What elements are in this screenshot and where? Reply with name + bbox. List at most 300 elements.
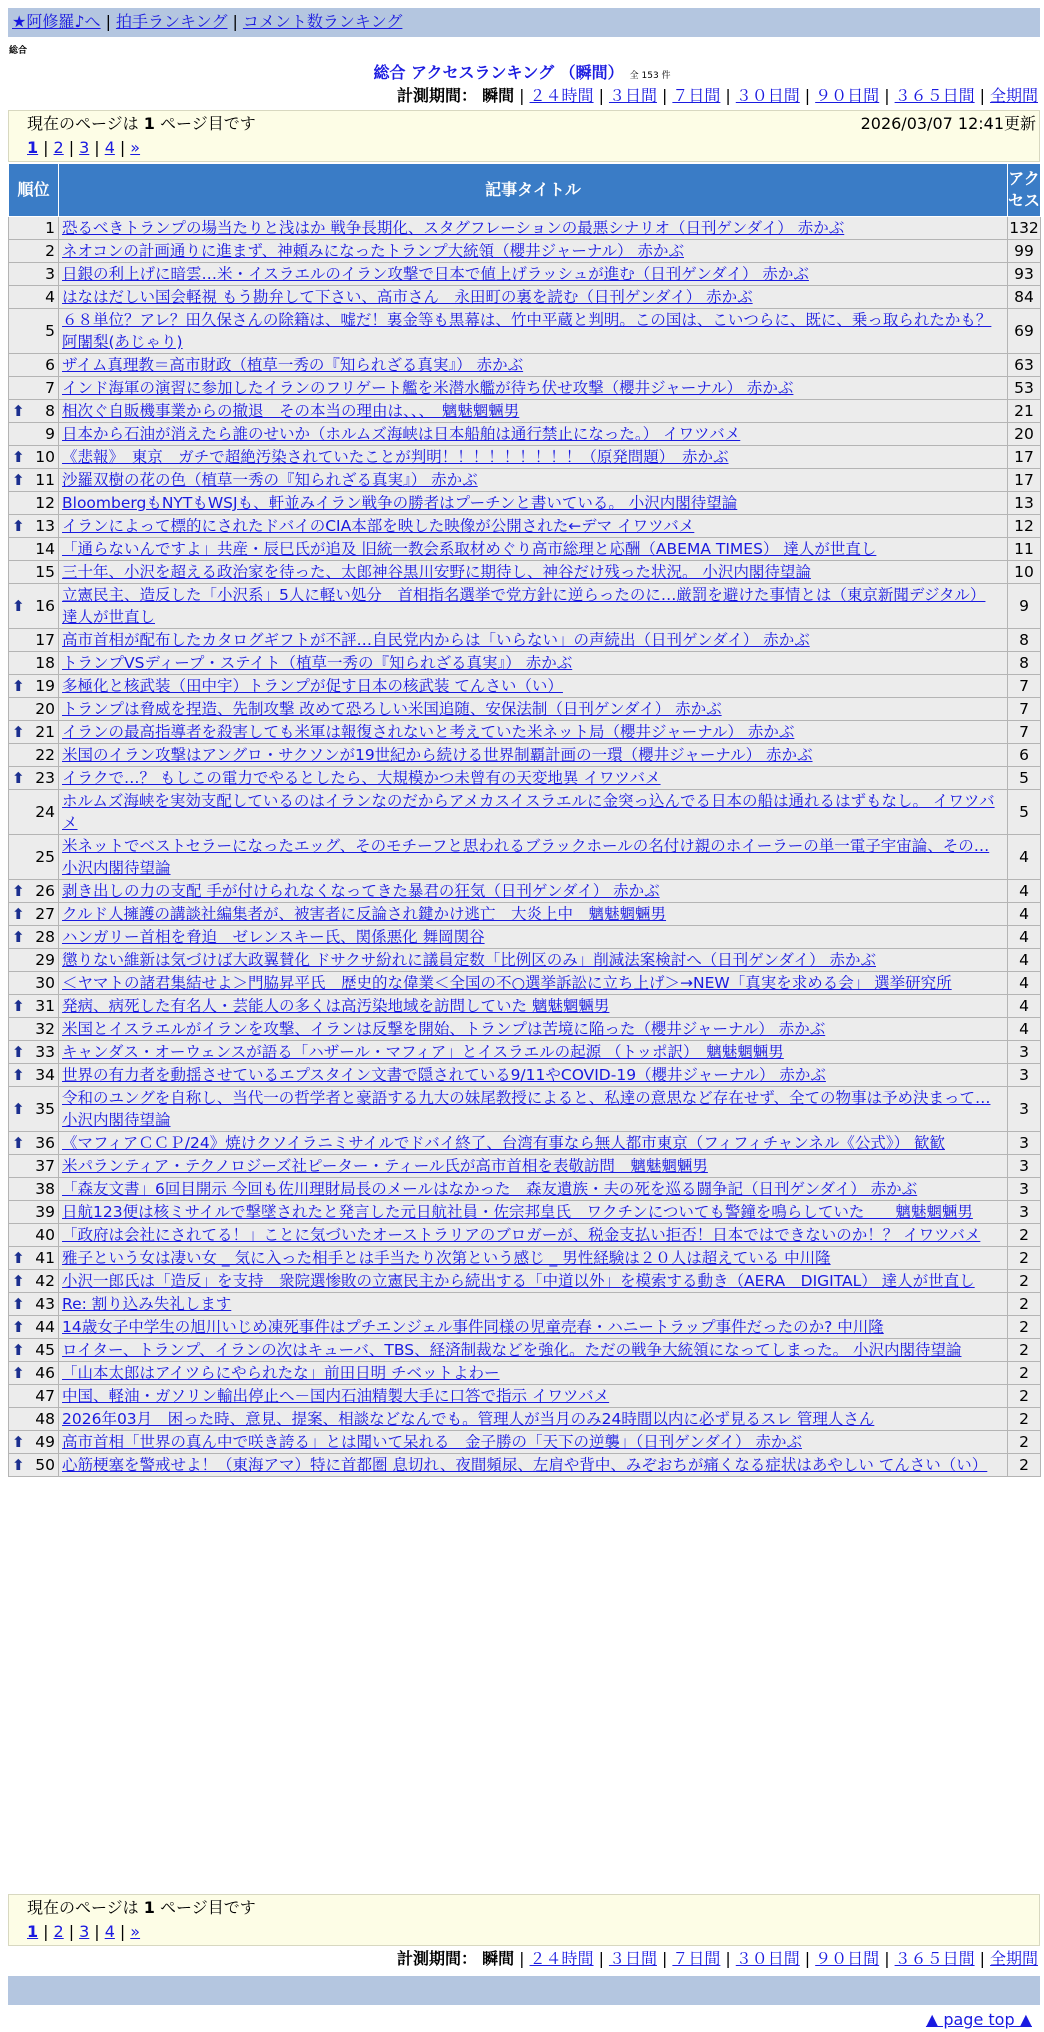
rank-cell [9, 561, 59, 584]
article-title-link[interactable]: 三十年、小沢を超える政治家を待った、太郎神谷黒川安野に期待し、神谷だけ残った状況。 小沢内閣待望論 [62, 563, 811, 581]
period-24h-link[interactable]: ２４時間 [529, 1949, 594, 1968]
period-label: 計測期間： [397, 86, 478, 105]
article-title-link[interactable]: 米ネットでベストセラーになったエッグ、そのモチーフと思われるブラックホールの名付け親のホイーラーの単一電子宇宙論、その… 小沢内閣待望論 [62, 837, 990, 877]
title-cell [59, 1224, 1008, 1247]
rank-cell [9, 721, 59, 744]
title-cell [59, 240, 1008, 263]
bottom-bar [8, 1976, 1040, 2005]
rank-number: 39 [35, 1203, 55, 1221]
rank-up-arrow-icon: ⬆ [12, 928, 25, 946]
table-row [9, 538, 1041, 561]
period-3d-link[interactable]: ３日間 [608, 86, 657, 105]
rank-cell [9, 835, 59, 880]
access-count: 17 [1008, 446, 1041, 469]
access-count: 2 [1008, 1431, 1041, 1454]
article-title-link[interactable]: ロイター、トランプ、イランの次はキューバ、TBS、経済制裁などを強化。ただの戦争大統領になってしまった。 小沢内閣待望論 [62, 1341, 962, 1359]
rank-cell [9, 584, 59, 629]
rank-cell [9, 446, 59, 469]
rank-number: 31 [35, 997, 55, 1015]
title-cell [59, 400, 1008, 423]
rank-number: 12 [35, 494, 55, 512]
article-title-link[interactable]: 立憲民主、造反した「小沢系」5人に軽い処分 首相指名選挙で党方針に逆らったのに…厳罰を避けた事情とは（東京新聞デジタル） 達人が世直し [62, 586, 986, 626]
access-count: 2 [1008, 1270, 1041, 1293]
rank-number: 40 [35, 1226, 55, 1244]
article-title-link[interactable]: 日銀の利上げに暗雲…米・イスラエルのイラン攻撃で日本で値上げラッシュが進む（日刊ゲンダイ） 赤かぶ [62, 265, 809, 283]
table-row [9, 652, 1041, 675]
title-cell [59, 492, 1008, 515]
access-count: 63 [1008, 354, 1041, 377]
rank-cell [9, 309, 59, 354]
period-label: 計測期間： [397, 1949, 478, 1968]
table-row [9, 903, 1041, 926]
rank-cell [9, 515, 59, 538]
access-count: 3 [1008, 1178, 1041, 1201]
title-cell [59, 1385, 1008, 1408]
access-count: 17 [1008, 469, 1041, 492]
table-row [9, 354, 1041, 377]
nav-separator: | [232, 12, 238, 31]
table-row [9, 377, 1041, 400]
article-title-link[interactable]: 雅子という女は凄い女 _ 気に入った相手とは手当たり次第という感じ _ 男性経験は２０人は超えている 中川隆 [62, 1249, 831, 1267]
period-365d-link[interactable]: ３６５日間 [894, 86, 975, 105]
rank-up-arrow-icon: ⬆ [12, 1272, 25, 1290]
article-title-link[interactable]: BloombergもNYTもWSJも、軒並みイラン戦争の勝者はプーチンと書いている。 小沢内閣待望論 [62, 494, 738, 512]
title-cell [59, 790, 1008, 835]
table-row [9, 240, 1041, 263]
article-title-link[interactable]: 日本から石油が消えたら誰のせいか（ホルムズ海峡は日本船舶は通行禁止になった。） イワツバメ [62, 425, 741, 443]
article-title-link[interactable]: ホルムズ海峡を実効支配しているのはイランなのだからアメカスイスラエルに金突っ込んでる日本の船は通れるはずもなし。 イワツバメ [62, 792, 995, 832]
access-count: 3 [1008, 1155, 1041, 1178]
access-count: 4 [1008, 972, 1041, 995]
article-title-link[interactable]: 心筋梗塞を警戒せよ！（東海アマ）特に首都圏 息切れ、夜間頻尿、左肩や背中、みぞおちが痛くなる症状はあやしい てんさい（い） [62, 1456, 988, 1474]
rank-cell [9, 790, 59, 835]
table-row [9, 1293, 1041, 1316]
article-title-link[interactable]: 相次ぐ自販機事業からの撤退 その本当の理由は、、、 魑魅魍魎男 [62, 402, 520, 420]
article-title-link[interactable]: トランプは脅威を捏造、先制攻撃 改めて恐ろしい米国追随、安保法制（日刊ゲンダイ） 赤かぶ [62, 700, 722, 718]
access-count: 4 [1008, 903, 1041, 926]
comment-ranking-link[interactable]: コメント数ランキング [242, 12, 403, 31]
rank-cell [9, 492, 59, 515]
table-row [9, 835, 1041, 880]
rank-number: 32 [35, 1020, 55, 1038]
access-count: 69 [1008, 309, 1041, 354]
article-title-link[interactable]: ザイム真理教＝高市財政（植草一秀の『知られざる真実』） 赤かぶ [62, 356, 524, 374]
rank-cell [9, 1247, 59, 1270]
rank-number: 37 [35, 1157, 55, 1175]
page-title [0, 62, 1044, 87]
title-cell [59, 629, 1008, 652]
rank-number: 28 [35, 928, 55, 946]
current-page-text: 現在のページは 1 ページ目です [27, 114, 256, 133]
period-30d-link[interactable]: ３０日間 [735, 86, 800, 105]
article-title-link[interactable]: 高市首相が配布したカタログギフトが不評…自民党内からは「いらない」の声続出（日刊ゲンダイ） 赤かぶ [62, 631, 810, 649]
article-title-link[interactable]: 多極化と核武装（田中宇）トランプが促す日本の核武装 てんさい（い） [62, 677, 563, 695]
title-cell [59, 1018, 1008, 1041]
access-count: 11 [1008, 538, 1041, 561]
title-cell [59, 538, 1008, 561]
article-title-link[interactable]: イランの最高指導者を殺害しても米軍は報復されないと考えていた米ネット局（櫻井ジャーナル） 赤かぶ [62, 723, 795, 741]
rank-number: 48 [35, 1410, 55, 1428]
period-all-link[interactable]: 全期間 [989, 86, 1038, 105]
title-cell [59, 309, 1008, 354]
article-title-link[interactable]: 日航123便は核ミサイルで撃墜されたと発言した元日航社員・佐宗邦皇氏 ワクチンについても警鐘を鳴らしていた 魑魅魍魎男 [62, 1203, 973, 1221]
article-title-link[interactable]: トランプVSディープ・ステイト（植草一秀の『知られざる真実』） 赤かぶ [62, 654, 573, 672]
rank-up-arrow-icon: ⬆ [12, 517, 25, 535]
access-count: 2 [1008, 1339, 1041, 1362]
rank-number: 47 [35, 1387, 55, 1405]
total-count: 全 153 件 [629, 71, 671, 81]
table-row [9, 629, 1041, 652]
period-7d-link[interactable]: ７日間 [672, 1949, 721, 1968]
article-title-link[interactable]: 2026年03月 困った時、意見、提案、相談などなんでも。管理人が当月のみ24時間以内に必ず見るスレ 管理人さん [62, 1410, 875, 1428]
next-page-link[interactable]: » [130, 1922, 141, 1941]
table-row [9, 972, 1041, 995]
table-row [9, 400, 1041, 423]
rank-cell [9, 949, 59, 972]
rank-cell [9, 538, 59, 561]
article-title-link[interactable]: 令和のユングを自称し、当代一の哲学者と豪語する九大の妹尾教授によると、私達の意思など存在せず、全ての物事は予め決まって… 小沢内閣待望論 [62, 1089, 991, 1129]
rank-number: 30 [35, 974, 55, 992]
rank-up-arrow-icon: ⬆ [12, 1249, 25, 1267]
rank-cell [9, 1293, 59, 1316]
rank-number: 14 [35, 540, 55, 558]
title-cell [59, 286, 1008, 309]
access-count: 21 [1008, 400, 1041, 423]
article-title-link[interactable]: イラクで…？ もしこの電力でやるとしたら、大規模かつ未曾有の天変地異 イワツバメ [62, 769, 661, 787]
rank-number: 46 [35, 1364, 55, 1382]
rank-cell [9, 217, 59, 240]
title-cell [59, 721, 1008, 744]
article-title-link[interactable]: キャンダス・オーウェンスが語る「ハザール・マフィア」とイスラエルの起源 （トッポ訳） 魑魅魍魎男 [62, 1043, 784, 1061]
period-current: 瞬間 [482, 86, 515, 105]
rank-cell [9, 1018, 59, 1041]
title-cell [59, 1247, 1008, 1270]
rank-cell [9, 903, 59, 926]
updated-timestamp: 2026/03/07 12:41更新 [860, 114, 1036, 133]
table-row [9, 926, 1041, 949]
page-3-link[interactable]: 3 [79, 1922, 90, 1941]
next-page-link[interactable]: » [130, 138, 141, 157]
article-title-link[interactable]: 剥き出しの力の支配 手が付けられなくなってきた暴君の狂気（日刊ゲンダイ） 赤かぶ [62, 882, 660, 900]
period-all-link[interactable]: 全期間 [989, 1949, 1038, 1968]
table-row [9, 1339, 1041, 1362]
access-count: 2 [1008, 1224, 1041, 1247]
ranking-title: 総合 アクセスランキング （瞬間） [373, 63, 624, 82]
period-selector-top: 計測期間： 瞬間 | ２４時間 | ３日間 | ７日間 | ３０日間 | ９０日間 | ３６５日間 | 全期間 [397, 86, 1038, 105]
rank-cell [9, 1339, 59, 1362]
page-2-link[interactable]: 2 [53, 138, 64, 157]
rank-number: 41 [35, 1249, 55, 1267]
article-title-link[interactable]: 世界の有力者を動揺させているエプスタイン文書で隠されている9/11やCOVID-19（櫻井ジャーナル） 赤かぶ [62, 1066, 826, 1084]
article-title-link[interactable]: ＜ヤマトの諸君集結せよ＞門脇昇平氏 歴史的な偉業＜全国の不○選挙訴訟に立ち上げ＞→NEW「真実を求める会」 選挙研究所 [62, 974, 952, 992]
article-title-link[interactable]: 沙羅双樹の花の色（植草一秀の『知られざる真実』） 赤かぶ [62, 471, 478, 489]
table-row [9, 1362, 1041, 1385]
table-row [9, 1178, 1041, 1201]
rank-number: 20 [35, 700, 55, 718]
access-count: 4 [1008, 1018, 1041, 1041]
article-title-link[interactable]: ネオコンの計画通りに進まず、神頼みになったトランプ大統領（櫻井ジャーナル） 赤かぶ [62, 242, 684, 260]
table-row [9, 767, 1041, 790]
article-title-link[interactable]: 「政府は会社にされてる！」ことに気づいたオーストラリアのブロガーが、税金支払い拒否！日本ではできないのか！？ イワツバメ [62, 1226, 981, 1244]
title-cell [59, 1155, 1008, 1178]
period-7d-link[interactable]: ７日間 [672, 86, 721, 105]
clap-ranking-link[interactable]: 拍手ランキング [115, 12, 228, 31]
title-cell [59, 1270, 1008, 1293]
article-title-link[interactable]: 「山本太郎はアイツらにやられたな」前田日明 チベットよわー [62, 1364, 500, 1382]
article-title-link[interactable]: 「通らないんですよ」共産・辰巳氏が追及 旧統一教会系取材めぐり高市総理と応酬（ABEMA TIMES） 達人が世直し [62, 540, 877, 558]
title-cell [59, 515, 1008, 538]
pagination: 1 | 2 | 3 | 4 | » [27, 138, 141, 157]
access-count: 13 [1008, 492, 1041, 515]
header-access: アクセス [1008, 164, 1041, 217]
page-1-link[interactable]: 1 [27, 138, 39, 157]
page-4-link[interactable]: 4 [104, 138, 115, 157]
access-count: 6 [1008, 744, 1041, 767]
article-title-link[interactable]: 米国のイラン攻撃はアングロ・サクソンが19世紀から続ける世界制覇計画の一環（櫻井ジャーナル） 赤かぶ [62, 746, 813, 764]
table-row [9, 492, 1041, 515]
article-title-link[interactable]: 恐るべきトランプの場当たりと浅はか 戦争長期化、スタグフレーションの最悪シナリオ（日刊ゲンダイ） 赤かぶ [62, 219, 845, 237]
article-title-link[interactable]: 《悲報》 東京 ガチで超絶汚染されていたことが判明！！！！！！！！！（原発問題） 赤かぶ [62, 448, 729, 466]
rank-cell [9, 1224, 59, 1247]
rank-cell [9, 423, 59, 446]
table-row [9, 1087, 1041, 1132]
rank-up-arrow-icon: ⬆ [12, 471, 25, 489]
rank-number: 3 [45, 265, 55, 283]
table-row [9, 1385, 1041, 1408]
period-365d-link[interactable]: ３６５日間 [894, 1949, 975, 1968]
article-title-link[interactable]: 発病、病死した有名人・芸能人の多くは高汚染地域を訪問していた 魑魅魍魎男 [62, 997, 610, 1015]
rank-up-arrow-icon: ⬆ [12, 448, 25, 466]
title-cell [59, 354, 1008, 377]
rank-up-arrow-icon: ⬆ [12, 677, 25, 695]
access-count: 12 [1008, 515, 1041, 538]
rank-up-arrow-icon: ⬆ [12, 997, 25, 1015]
page-1-link[interactable]: 1 [27, 1922, 39, 1941]
period-90d-link[interactable]: ９０日間 [815, 86, 880, 105]
access-count: 3 [1008, 1087, 1041, 1132]
rank-number: 7 [45, 379, 55, 397]
header-title: 記事タイトル [59, 164, 1008, 217]
rank-cell [9, 1316, 59, 1339]
table-row [9, 880, 1041, 903]
rank-up-arrow-icon: ⬆ [12, 1295, 25, 1313]
table-row [9, 515, 1041, 538]
article-title-link[interactable]: はなはだしい国会軽視 もう勘弁して下さい、高市さん 永田町の裏を読む（日刊ゲンダイ） 赤かぶ [62, 288, 753, 306]
rank-cell [9, 652, 59, 675]
rank-number: 8 [45, 402, 55, 420]
article-title-link[interactable]: 「森友文書」6回目開示 今回も佐川理財局長のメールはなかった 森友遺族・夫の死を巡る闘争記（日刊ゲンダイ） 赤かぶ [62, 1180, 918, 1198]
article-title-link[interactable]: ６８単位？アレ？田久保さんの除籍は、嘘だ！裏金等も黒幕は、竹中平蔵と判明。この国は、こいつらに、既に、乗っ取られたかも？ 阿闍梨(あじゃり) [62, 311, 992, 351]
rank-number: 42 [35, 1272, 55, 1290]
rank-up-arrow-icon: ⬆ [12, 905, 25, 923]
article-title-link[interactable]: 小沢一郎氏は「造反」を支持 衆院選惨敗の立憲民主から続出する「中道以外」を模索する動き（AERA DIGITAL） 達人が世直し [62, 1272, 975, 1290]
table-row [9, 1201, 1041, 1224]
rank-number: 17 [35, 631, 55, 649]
rank-up-arrow-icon: ⬆ [12, 1100, 25, 1118]
access-count: 3 [1008, 1064, 1041, 1087]
title-cell [59, 1316, 1008, 1339]
article-title-link[interactable]: インド海軍の演習に参加したイランのフリゲート艦を米潜水艦が待ち伏せ攻撃（櫻井ジャーナル） 赤かぶ [62, 379, 794, 397]
period-30d-link[interactable]: ３０日間 [735, 1949, 800, 1968]
access-count: 3 [1008, 1201, 1041, 1224]
access-count: 7 [1008, 675, 1041, 698]
rank-up-arrow-icon: ⬆ [12, 882, 25, 900]
access-count: 4 [1008, 926, 1041, 949]
rank-cell [9, 1431, 59, 1454]
table-row [9, 1064, 1041, 1087]
page-2-link[interactable]: 2 [53, 1922, 64, 1941]
rank-number: 49 [35, 1433, 55, 1451]
table-row [9, 1224, 1041, 1247]
rank-number: 22 [35, 746, 55, 764]
title-cell [59, 835, 1008, 880]
title-cell [59, 926, 1008, 949]
access-count: 93 [1008, 263, 1041, 286]
rank-cell [9, 400, 59, 423]
rank-up-arrow-icon: ⬆ [12, 1364, 25, 1382]
rank-cell [9, 377, 59, 400]
article-title-link[interactable]: クルド人擁護の講談社編集者が、被害者に反論され鍵かけ逃亡 大炎上中 魑魅魍魎男 [62, 905, 667, 923]
table-row [9, 1018, 1041, 1041]
rank-cell [9, 1201, 59, 1224]
period-24h-link[interactable]: ２４時間 [529, 86, 594, 105]
rank-cell [9, 1041, 59, 1064]
article-title-link[interactable]: 中国、軽油・ガソリン輸出停止へ－国内石油精製大手に口答で指示 イワツバメ [62, 1387, 610, 1405]
pager-bottom [8, 1894, 1040, 1946]
title-cell [59, 1431, 1008, 1454]
title-cell [59, 652, 1008, 675]
title-cell [59, 1362, 1008, 1385]
access-count: 20 [1008, 423, 1041, 446]
table-row [9, 744, 1041, 767]
rank-cell [9, 263, 59, 286]
title-cell [59, 1408, 1008, 1431]
rank-up-arrow-icon: ⬆ [12, 597, 25, 615]
rank-cell [9, 744, 59, 767]
access-count: 4 [1008, 995, 1041, 1018]
title-cell [59, 1041, 1008, 1064]
table-row [9, 790, 1041, 835]
page-4-link[interactable]: 4 [104, 1922, 115, 1941]
article-title-link[interactable]: 《マフィアＣＣＰ/24》焼けクソイラニミサイルでドバイ終了、台湾有事なら無人都市東京（フィフィチャンネル《公式》） 歓歓 [62, 1134, 945, 1152]
rank-cell [9, 354, 59, 377]
nav-separator: | [105, 12, 111, 31]
article-title-link[interactable]: 高市首相「世界の真ん中で咲き誇る」とは聞いて呆れる 金子勝の「天下の逆襲」（日刊ゲンダイ） 赤かぶ [62, 1433, 802, 1451]
article-title-link[interactable]: ハンガリー首相を脅迫 ゼレンスキー氏、関係悪化 舞岡関谷 [62, 928, 485, 946]
access-count: 99 [1008, 240, 1041, 263]
article-title-link[interactable]: 米国とイスラエルがイランを攻撃、イランは反撃を開始、トランプは苦境に陥った（櫻井ジャーナル） 赤かぶ [62, 1020, 826, 1038]
rank-number: 35 [35, 1100, 55, 1118]
table-row [9, 1431, 1041, 1454]
article-title-link[interactable]: 米パランティア・テクノロジーズ社ピーター・ティール氏が高市首相を表敬訪問 魑魅魍魎男 [62, 1157, 708, 1175]
title-cell [59, 584, 1008, 629]
rank-cell [9, 767, 59, 790]
rank-cell [9, 1087, 59, 1132]
article-title-link[interactable]: イランによって標的にされたドバイのCIA本部を映した映像が公開された←デマ イワツバメ [62, 517, 695, 535]
rank-number: 9 [45, 425, 55, 443]
title-cell [59, 1087, 1008, 1132]
rank-number: 23 [35, 769, 55, 787]
rank-number: 29 [35, 951, 55, 969]
title-cell [59, 880, 1008, 903]
rank-number: 10 [35, 448, 55, 466]
rank-cell [9, 1362, 59, 1385]
table-row [9, 446, 1041, 469]
rank-number: 19 [35, 677, 55, 695]
ranking-table [8, 163, 1041, 1477]
page-top-link[interactable]: ▲ page top ▲ [925, 2010, 1032, 2029]
rank-number: 24 [35, 803, 55, 821]
access-count: 7 [1008, 721, 1041, 744]
table-row [9, 1316, 1041, 1339]
rank-number: 38 [35, 1180, 55, 1198]
rank-cell [9, 995, 59, 1018]
table-row [9, 1408, 1041, 1431]
rank-up-arrow-icon: ⬆ [12, 1341, 25, 1359]
current-page-text: 現在のページは 1 ページ目です [27, 1898, 256, 1917]
title-cell [59, 446, 1008, 469]
access-count: 4 [1008, 835, 1041, 880]
home-link[interactable]: ★阿修羅♪へ [12, 12, 101, 31]
rank-cell [9, 926, 59, 949]
title-cell [59, 698, 1008, 721]
rank-number: 16 [35, 597, 55, 615]
top-nav-bar [8, 8, 1040, 37]
access-count: 2 [1008, 1293, 1041, 1316]
rank-number: 25 [35, 848, 55, 866]
rank-number: 21 [35, 723, 55, 741]
access-count: 8 [1008, 629, 1041, 652]
table-row [9, 217, 1041, 240]
rank-number: 11 [35, 471, 55, 489]
rank-cell [9, 1385, 59, 1408]
title-cell [59, 263, 1008, 286]
article-title-link[interactable]: 14歳女子中学生の旭川いじめ凍死事件はプチエンジェル事件同様の児童売春・ハニートラップ事件だったのか? 中川隆 [62, 1318, 884, 1336]
table-row [9, 561, 1041, 584]
title-cell [59, 423, 1008, 446]
rank-up-arrow-icon: ⬆ [12, 1134, 25, 1152]
table-row [9, 1247, 1041, 1270]
period-3d-link[interactable]: ３日間 [608, 1949, 657, 1968]
rank-up-arrow-icon: ⬆ [12, 1318, 25, 1336]
page-3-link[interactable]: 3 [79, 138, 90, 157]
category-label: 総合 [9, 46, 28, 56]
table-header-row [9, 164, 1041, 217]
table-row [9, 1132, 1041, 1155]
article-title-link[interactable]: 懲りない維新は気づけば大政翼賛化 ドサクサ紛れに議員定数「比例区のみ」削減法案検討へ（日刊ゲンダイ） 赤かぶ [62, 951, 876, 969]
rank-cell [9, 880, 59, 903]
rank-number: 50 [35, 1456, 55, 1474]
table-row [9, 721, 1041, 744]
rank-up-arrow-icon: ⬆ [12, 402, 25, 420]
rank-cell [9, 1178, 59, 1201]
title-cell [59, 903, 1008, 926]
rank-number: 5 [45, 322, 55, 340]
rank-number: 45 [35, 1341, 55, 1359]
access-count: 9 [1008, 584, 1041, 629]
title-cell [59, 1201, 1008, 1224]
table-row [9, 1454, 1041, 1477]
access-count: 7 [1008, 698, 1041, 721]
period-90d-link[interactable]: ９０日間 [815, 1949, 880, 1968]
rank-up-arrow-icon: ⬆ [12, 1433, 25, 1451]
article-title-link[interactable]: Re: 割り込み失礼します [62, 1295, 232, 1313]
access-count: 84 [1008, 286, 1041, 309]
rank-number: 33 [35, 1043, 55, 1061]
rank-number: 43 [35, 1295, 55, 1313]
table-row [9, 263, 1041, 286]
table-row [9, 675, 1041, 698]
